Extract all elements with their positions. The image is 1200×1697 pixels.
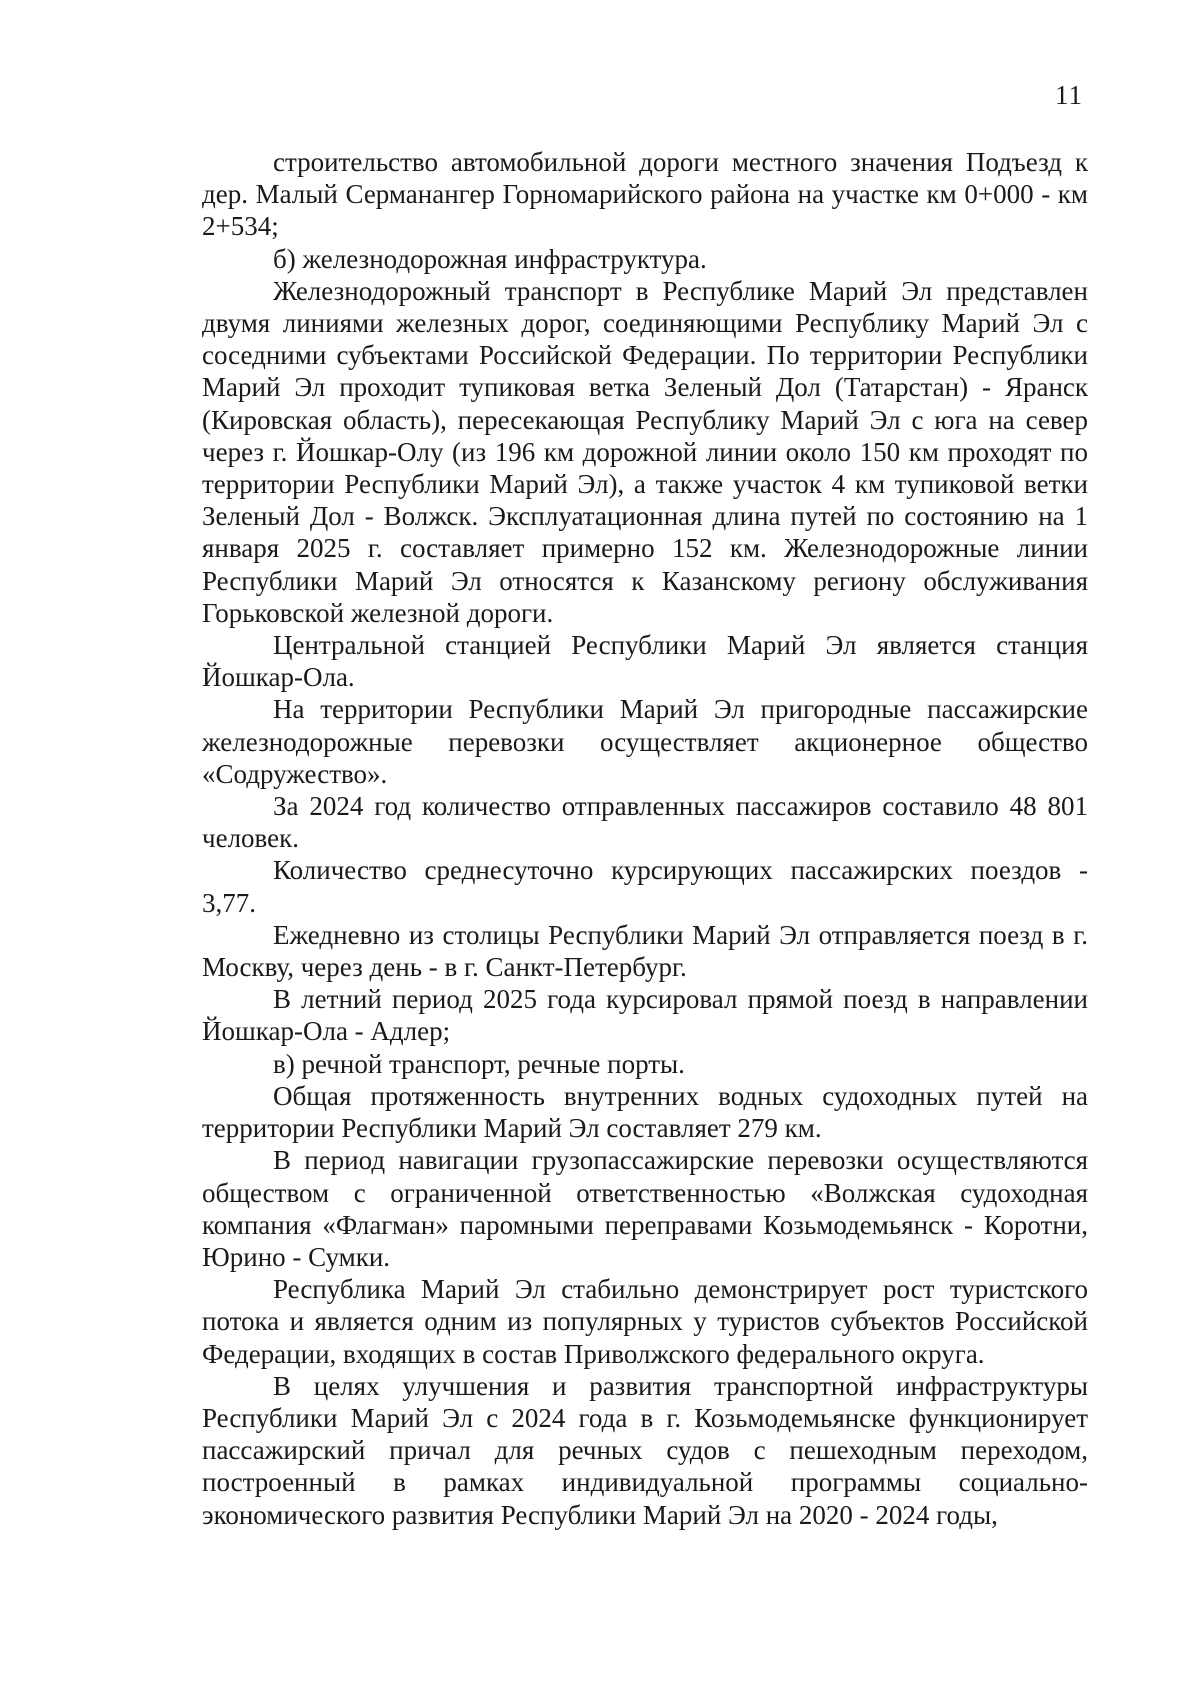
paragraph-central-station: Центральной станцией Республики Марий Эл является станция Йошкар-Ола. (202, 630, 1088, 693)
paragraph-capital-trains: Ежедневно из столицы Республики Марий Эл отправляется поезд в г. Москву, через день - в г. Санкт-Петербург. (202, 919, 1088, 983)
paragraph-suburban-transport: На территории Республики Марий Эл пригородные пассажирские железнодорожные перевозки осуществляет акционерное общество «Содружество». (202, 694, 1088, 789)
paragraph-railway-transport: Железнодорожный транспорт в Республике Марий Эл представлен двумя линиями железных дорог, соединяющими Республику Марий Эл с соседними субъектами Российской Федерации. По территории Республики Марий Эл проходит тупиковая ветка Зеленый Дол (Татарстан) - Яранск (Кировская область), пересекающая Республику Марий Эл с юга на север через г. Йошкар-Олу (из 196 км дорожной линии около 150 км проходят по территории Республики Марий Эл), а также участок 4 км тупиковой ветки Зеленый Дол - Волжск. Эксплуатационная длина путей по состоянию на 1 января 2025 г. составляет примерно 152 км. Железнодорожные линии Республики Марий Эл относятся к Казанскому региону обслуживания Горьковской железной дороги. (202, 275, 1088, 628)
paragraph-road-construction: строительство автомобильной дороги местного значения Подъезд к дер. Малый Серманангер Горномарийского района на участке км 0+000 - км 2+534; (202, 147, 1088, 242)
paragraph-river-heading: в) речной транспорт, речные порты. (273, 1048, 685, 1079)
paragraph-daily-trains: Количество среднесуточно курсирующих пассажирских поездов - 3,77. (202, 855, 1088, 918)
document-body (202, 146, 1088, 1531)
paragraph-pier-development: В целях улучшения и развития транспортной инфраструктуры Республики Марий Эл с 2024 года в г. Козьмодемьянске функционирует пассажирский причал для речных судов с пешеходным переходом, построенный в рамках индивидуальной программы социально-экономического развития Республики Марий Эл на 2020 - 2024 годы, (202, 1370, 1088, 1530)
paragraph-waterways-length: Общая протяженность внутренних водных судоходных путей на территории Республики Марий Эл составляет 279 км. (202, 1080, 1088, 1144)
page-number: 11 (1055, 80, 1083, 110)
paragraph-passengers-2024: За 2024 год количество отправленных пассажиров составило 48 801 человек. (202, 791, 1088, 854)
paragraph-summer-train: В летний период 2025 года курсировал прямой поезд в направлении Йошкар-Ола - Адлер; (202, 984, 1088, 1047)
paragraph-railway-heading: б) железнодорожная инфраструктура. (273, 243, 707, 274)
paragraph-navigation-ferries: В период навигации грузопассажирские перевозки осуществляются обществом с ограниченной ответственностью «Волжская судоходная компания «Флагман» паромными переправами Козьмодемьянск - Коротни, Юрино - Сумки. (202, 1145, 1088, 1272)
paragraph-tourism: Республика Марий Эл стабильно демонстрирует рост туристского потока и является одним из популярных у туристов субъектов Российской Федерации, входящих в состав Приволжского федерального округа. (202, 1274, 1088, 1369)
